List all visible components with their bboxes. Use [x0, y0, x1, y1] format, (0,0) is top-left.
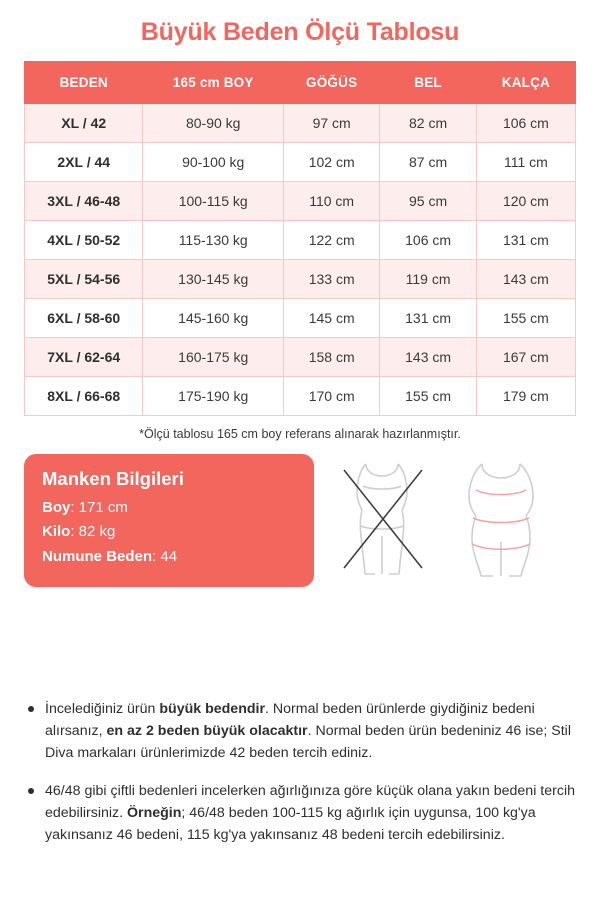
page-title: Büyük Beden Ölçü Tablosu: [140, 18, 460, 46]
table-cell: 80-90 kg: [143, 104, 284, 143]
model-info-value-boy: : 171 cm: [70, 499, 128, 516]
size-chart-page: [0, 18, 600, 918]
table-cell: 133 cm: [283, 260, 379, 299]
model-info-label-kilo: Kilo: [42, 523, 71, 541]
list-item: [24, 780, 576, 846]
table-row: [25, 143, 576, 182]
model-info-value-numune: : 44: [152, 547, 178, 565]
size-table: [24, 61, 576, 416]
model-info-line: [42, 498, 296, 518]
model-info-value-kilo: : 82 kg: [70, 523, 116, 541]
table-cell: 145 cm: [283, 299, 379, 338]
table-cell: 97 cm: [283, 104, 379, 143]
model-and-figures: [24, 454, 576, 587]
model-info-label-boy: Boy: [42, 499, 71, 516]
thin-body-figure-crossed-icon: [330, 456, 435, 581]
table-cell: 155 cm: [380, 377, 476, 416]
model-info-line: [42, 547, 296, 567]
table-cell: 3XL / 46-48: [25, 182, 143, 221]
table-cell: 6XL / 58-60: [25, 299, 143, 338]
model-info-card: [24, 454, 314, 587]
table-row: [25, 104, 576, 143]
column-header-bel: BEL: [380, 62, 476, 104]
table-cell: 111 cm: [476, 143, 575, 182]
bullet-dot-icon: [28, 706, 34, 712]
plus-size-body-figure-icon: [449, 456, 554, 581]
bullet-emphasis: en az 2 beden büyük olacaktır: [106, 723, 308, 739]
table-cell: 145-160 kg: [143, 299, 284, 338]
table-cell: 95 cm: [380, 182, 476, 221]
model-info-heading: Manken Bilgileri: [42, 468, 184, 489]
table-cell: 119 cm: [380, 260, 476, 299]
table-row: [25, 221, 576, 260]
table-cell: 7XL / 62-64: [25, 338, 143, 377]
table-cell: 90-100 kg: [143, 143, 284, 182]
table-row: [25, 260, 576, 299]
column-header-boy: 165 cm BOY: [143, 62, 284, 104]
reference-note: *Ölçü tablosu 165 cm boy referans alınarak hazırlanmıştır.: [139, 427, 461, 441]
table-cell: 170 cm: [283, 377, 379, 416]
bullet-segment: . Normal beden ürün bedeniniz 46 ise; Stil Diva markaları ürünlerimizde 42 beden tercih ediniz.: [45, 723, 571, 761]
table-cell: 130-145 kg: [143, 260, 284, 299]
list-item: [24, 698, 576, 764]
model-info-label-numune: Numune Beden: [42, 547, 153, 565]
bullet-segment: ; 46/48 beden 100-115 kg ağırlık için uygunsa, 100 kg'ya yakınsanız 46 bedeni, 115 kg'ya yakınsanız 48 bedeni tercih edebilirsiniz.: [45, 805, 536, 843]
table-cell: 155 cm: [476, 299, 575, 338]
column-header-beden: BEDEN: [25, 62, 143, 104]
table-cell: 175-190 kg: [143, 377, 284, 416]
table-cell: 106 cm: [476, 104, 575, 143]
model-info-line: [42, 522, 296, 542]
table-cell: 160-175 kg: [143, 338, 284, 377]
table-row: [25, 299, 576, 338]
column-header-kalca: KALÇA: [476, 62, 575, 104]
table-cell: 2XL / 44: [25, 143, 143, 182]
table-cell: 143 cm: [380, 338, 476, 377]
table-cell: 158 cm: [283, 338, 379, 377]
table-cell: 122 cm: [283, 221, 379, 260]
bullet-segment: 46/48 gibi çiftli bedenleri incelerken ağırlığınıza göre küçük olana yakın bedeni tercih edebilirsiniz.: [45, 783, 575, 821]
table-row: [25, 338, 576, 377]
bullet-text: [45, 698, 576, 764]
table-cell: 167 cm: [476, 338, 575, 377]
table-cell: 102 cm: [283, 143, 379, 182]
table-cell: 82 cm: [380, 104, 476, 143]
bullet-segment: İncelediğiniz ürün: [45, 701, 160, 717]
bullet-emphasis: büyük bedendir: [159, 701, 265, 717]
table-row: [25, 377, 576, 416]
table-cell: 131 cm: [380, 299, 476, 338]
table-cell: 110 cm: [283, 182, 379, 221]
table-cell: 131 cm: [476, 221, 575, 260]
table-cell: 106 cm: [380, 221, 476, 260]
table-cell: 100-115 kg: [143, 182, 284, 221]
bullet-segment: . Normal beden ürünlerde giydiğiniz bedeni alırsanız,: [45, 701, 535, 739]
guidance-bullets: [24, 698, 576, 862]
bullet-emphasis: Örneğin: [127, 805, 182, 821]
table-cell: 8XL / 66-68: [25, 377, 143, 416]
table-cell: XL / 42: [25, 104, 143, 143]
body-figures: [330, 454, 554, 581]
table-cell: 4XL / 50-52: [25, 221, 143, 260]
table-cell: 115-130 kg: [143, 221, 284, 260]
table-row: [25, 182, 576, 221]
bullet-dot-icon: [28, 788, 34, 794]
table-cell: 120 cm: [476, 182, 575, 221]
table-cell: 87 cm: [380, 143, 476, 182]
bullet-text: [45, 780, 576, 846]
table-cell: 143 cm: [476, 260, 575, 299]
table-cell: 5XL / 54-56: [25, 260, 143, 299]
table-header-row: [25, 62, 576, 104]
column-header-gogus: GÖĞÜS: [283, 62, 379, 104]
table-cell: 179 cm: [476, 377, 575, 416]
